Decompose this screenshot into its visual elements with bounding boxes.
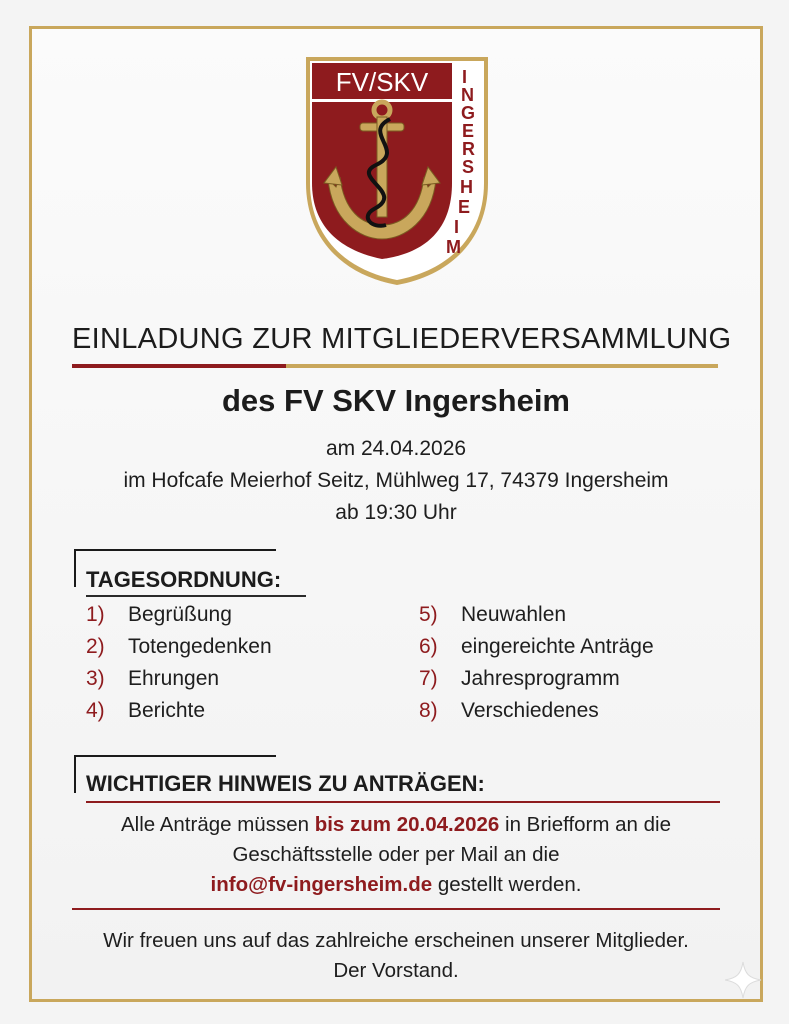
agenda-heading: TAGESORDNUNG: [86, 567, 282, 592]
agenda-item: 5) Neuwahlen [419, 603, 567, 626]
agenda-item: 2) Totengedenken [86, 635, 272, 658]
title-underline-gold [286, 364, 718, 368]
closing-line-1: Wir freuen uns auf das zahlreiche erscheinen unserer Mitglieder. [103, 929, 689, 952]
invitation-page [29, 26, 763, 1002]
contact-email[interactable]: info@fv-ingersheim.de [210, 873, 433, 896]
sparkle-icon [723, 960, 763, 1000]
club-crest-logo [302, 53, 492, 288]
agenda-item: 3) Ehrungen [86, 667, 220, 690]
notice-line-1: Alle Anträge müssen bis zum 20.04.2026 in Briefform an die [120, 813, 672, 836]
club-subtitle: des FV SKV Ingersheim [222, 383, 570, 418]
title-underline-red [72, 364, 286, 368]
closing-signature: Der Vorstand. [333, 959, 459, 982]
page-title: EINLADUNG ZUR MITGLIEDERVERSAMMLUNG [72, 323, 732, 355]
notice-heading: WICHTIGER HINWEIS ZU ANTRÄGEN: [86, 771, 485, 796]
logo-town-text: I N G E R S H E I M [446, 67, 476, 257]
notice-line-3: info@fv-ingersheim.de gestellt werden. [210, 873, 582, 896]
agenda-item: 6) eingereichte Anträge [419, 635, 654, 658]
agenda-item: 8) Verschiedenes [419, 699, 599, 722]
event-time: ab 19:30 Uhr [335, 501, 457, 524]
agenda-item: 4) Berichte [86, 699, 206, 722]
deadline-highlight: bis zum 20.04.2026 [314, 813, 500, 836]
agenda-heading-underline [86, 595, 306, 597]
notice-line-2: Geschäftsstelle oder per Mail an die [232, 843, 560, 866]
closing-divider [72, 908, 720, 910]
agenda-item: 1) Begrüßung [86, 603, 232, 626]
svg-text:FV/SKV: FV/SKV [335, 67, 429, 97]
event-date: am 24.04.2026 [325, 437, 467, 460]
agenda-item: 7) Jahresprogramm [419, 667, 620, 690]
event-location: im Hofcafe Meierhof Seitz, Mühlweg 17, 74379 Ingersheim [123, 469, 669, 492]
notice-heading-underline [86, 801, 720, 803]
